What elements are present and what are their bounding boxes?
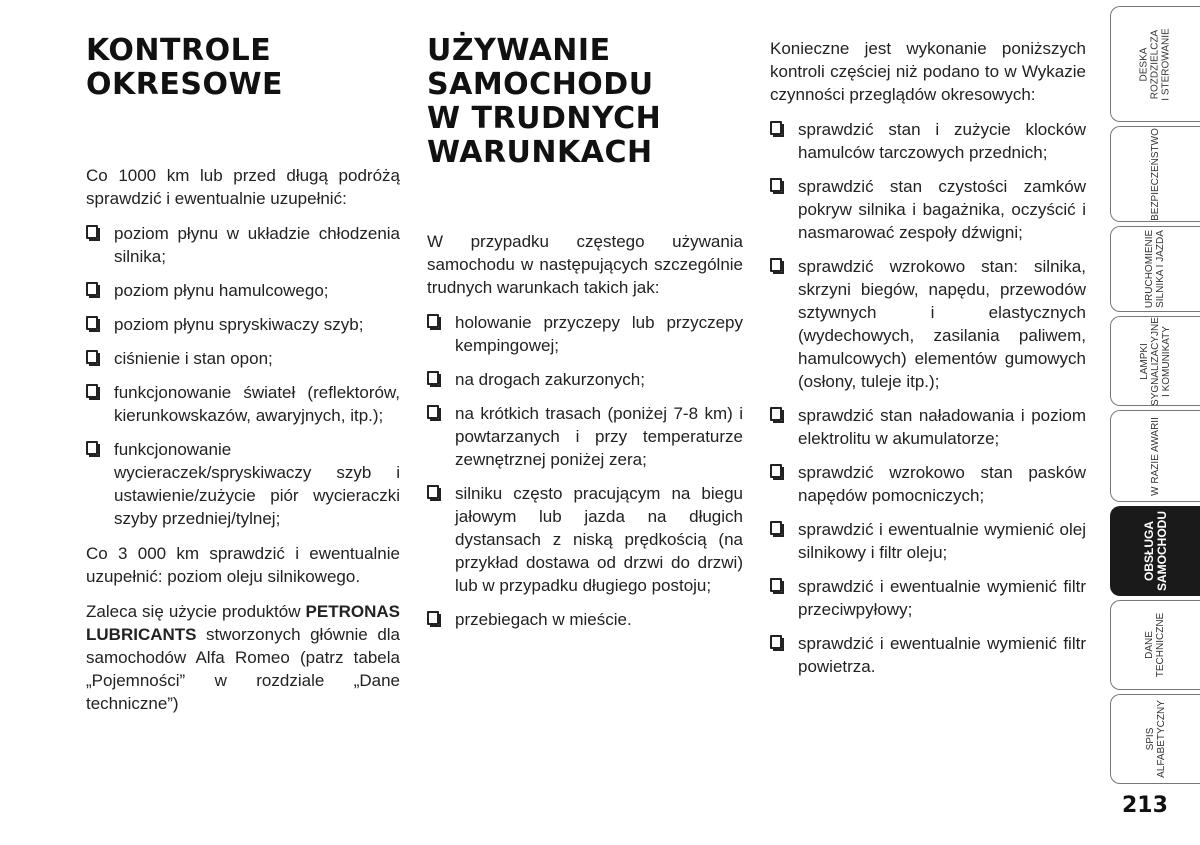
checkbox-bullet-icon [86, 225, 98, 239]
list-item: sprawdzić stan i zużycie klocków hamulców tarczowych przednich; [770, 118, 1086, 164]
list-item: holowanie przyczepy lub przyczepy kempingowej; [427, 311, 743, 357]
list-item: na krótkich trasach (poniżej 7-8 km) i powtarzanych i przy temperaturze zewnętrznej poniżej zera; [427, 402, 743, 471]
checkbox-bullet-icon [770, 578, 782, 592]
checklist [86, 222, 400, 530]
column-more-frequent-checks [770, 0, 1086, 690]
checkbox-bullet-icon [770, 258, 782, 272]
checkbox-bullet-icon [770, 464, 782, 478]
checkbox-bullet-icon [770, 178, 782, 192]
checkbox-bullet-icon [86, 316, 98, 330]
list-item: sprawdzić wzrokowo stan: silnika, skrzyni biegów, napędu, przewodów sztywnych i elastycznych (wydechowych, zasilania paliwem, hamulcowych) elementów gumowych (osłony, tuleje itp.); [770, 255, 1086, 393]
section-body [770, 37, 1086, 678]
checkbox-bullet-icon [427, 485, 439, 499]
list-item: sprawdzić stan naładowania i poziom elektrolitu w akumulatorze; [770, 404, 1086, 450]
lubricants-paragraph: Zaleca się użycie produktów PETRONAS LUBRICANTS stworzonych głównie dla samochodów Alfa Romeo (patrz tabela „Pojemności” w rozdziale „Dane techniczne”) [86, 602, 400, 713]
checkbox-bullet-icon [86, 282, 98, 296]
tab-dashboard-controls[interactable]: DESKA ROZDZIELCZA I STEROWANIE [1110, 6, 1200, 122]
checkbox-bullet-icon [86, 350, 98, 364]
section-body [86, 164, 400, 715]
checkbox-bullet-icon [770, 121, 782, 135]
tab-starting-driving[interactable]: URUCHOMIENIE SILNIKA I JAZDA [1110, 226, 1200, 312]
list-item: sprawdzić i ewentualnie wymienić filtr powietrza. [770, 632, 1086, 678]
column-periodic-checks [86, 0, 400, 727]
chapter-tabs-sidebar [1110, 0, 1200, 845]
list-item: sprawdzić i ewentualnie wymienić olej silnikowy i filtr oleju; [770, 518, 1086, 564]
list-item: funkcjonowanie wycieraczek/spryskiwaczy szyb i ustawienie/zużycie piór wycieraczki szyby przedniej/tylnej; [86, 438, 400, 530]
column-difficult-conditions [427, 0, 743, 643]
list-item: sprawdzić stan czystości zamków pokryw silnika i bagażnika, oczyścić i nasmarować zespoły dźwigni; [770, 175, 1086, 244]
list-item: sprawdzić wzrokowo stan pasków napędów pomocniczych; [770, 461, 1086, 507]
checkbox-bullet-icon [427, 611, 439, 625]
list-item: poziom płynu hamulcowego; [86, 279, 400, 302]
tab-vehicle-maintenance[interactable]: OBSŁUGA SAMOCHODU [1110, 506, 1200, 596]
section-title-periodic-checks: KONTROLE OKRESOWE [86, 33, 284, 102]
page-number: 213 [1122, 793, 1168, 818]
intro-paragraph: Konieczne jest wykonanie poniższych kontroli częściej niż podano to w Wykazie czynności przeglądów okresowych: [770, 39, 1086, 104]
checkbox-bullet-icon [427, 314, 439, 328]
list-item: poziom płynu w układzie chłodzenia silnika; [86, 222, 400, 268]
section-title-difficult-conditions: UŻYWANIE SAMOCHODU W TRUDNYCH WARUNKACH [427, 33, 662, 170]
checkbox-bullet-icon [770, 635, 782, 649]
tab-safety[interactable]: BEZPIECZEŃSTWO [1110, 126, 1200, 222]
tab-alphabetical-index[interactable]: SPIS ALFABETYCZNY [1110, 694, 1200, 784]
list-item: sprawdzić i ewentualnie wymienić filtr przeciwpyłowy; [770, 575, 1086, 621]
tab-technical-data[interactable]: DANE TECHNICZNE [1110, 600, 1200, 690]
list-item: przebiegach w mieście. [427, 608, 743, 631]
intro-paragraph: W przypadku częstego używania samochodu w następujących szczególnie trudnych warunkach takich jak: [427, 232, 743, 297]
checklist [770, 118, 1086, 678]
list-item: ciśnienie i stan opon; [86, 347, 400, 370]
checkbox-bullet-icon [770, 521, 782, 535]
tab-emergency[interactable]: W RAZIE AWARII [1110, 410, 1200, 502]
checkbox-bullet-icon [770, 407, 782, 421]
section-body [427, 230, 743, 631]
checkbox-bullet-icon [427, 405, 439, 419]
list-item: poziom płynu spryskiwaczy szyb; [86, 313, 400, 336]
list-item: silniku często pracującym na biegu jałowym lub jazda na długich dystansach z niską prędkością (na przykład dostawa od drzwi do drzwi) lub w przypadku długiego postoju; [427, 482, 743, 597]
brand-name: PETRONAS LUBRICANTS [86, 602, 400, 644]
checklist [427, 311, 743, 631]
checkbox-bullet-icon [427, 371, 439, 385]
oil-check-paragraph: Co 3 000 km sprawdzić i ewentualnie uzupełnić: poziom oleju silnikowego. [86, 544, 400, 586]
checkbox-bullet-icon [86, 384, 98, 398]
tab-warning-lights[interactable]: LAMPKI SYGNALIZACYJNE I KOMUNIKATY [1110, 316, 1200, 406]
checkbox-bullet-icon [86, 441, 98, 455]
list-item: na drogach zakurzonych; [427, 368, 743, 391]
intro-paragraph: Co 1000 km lub przed długą podróżą sprawdzić i ewentualnie uzupełnić: [86, 166, 400, 208]
list-item: funkcjonowanie świateł (reflektorów, kierunkowskazów, awaryjnych, itp.); [86, 381, 400, 427]
